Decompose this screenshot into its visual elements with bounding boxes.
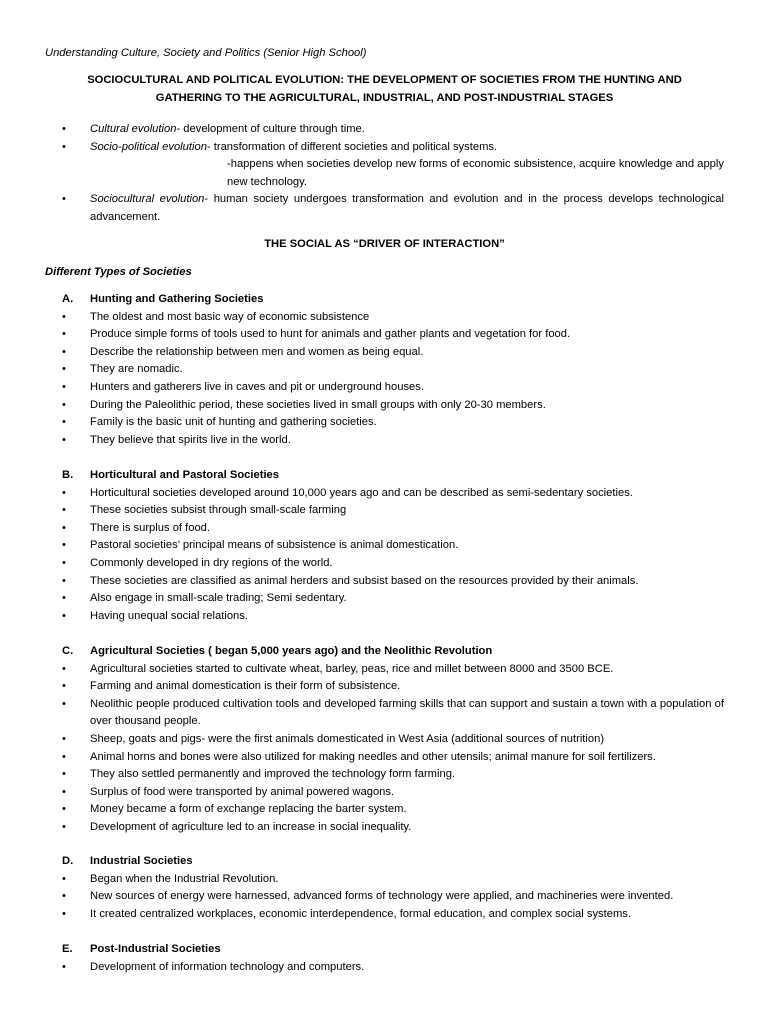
society-section (45, 467, 724, 625)
course-header: Understanding Culture, Society and Politics (Senior High School) (45, 47, 367, 59)
section-title (45, 941, 724, 959)
bullet-icon: • (62, 960, 66, 973)
document-title (45, 72, 724, 107)
bullet-icon: • (62, 662, 66, 675)
intro-definitions (45, 121, 724, 227)
bullet-icon: • (62, 732, 66, 745)
list-item (45, 379, 724, 397)
social-heading: THE SOCIAL AS “DRIVER OF INTERACTION” (264, 238, 505, 250)
section-title (45, 467, 724, 485)
list-item (45, 819, 724, 837)
list-item-text: Commonly developed in dry regions of the world. (90, 556, 333, 569)
bullet-icon: • (62, 504, 66, 517)
bullet-icon: • (62, 123, 66, 135)
types-heading: Different Types of Societies (45, 266, 192, 278)
bullet-icon: • (62, 416, 66, 429)
bullet-icon: • (62, 345, 66, 358)
list-item (45, 871, 724, 889)
section-title-text: Post-Industrial Societies (90, 943, 221, 955)
list-item (45, 590, 724, 608)
society-section (45, 291, 724, 449)
list-item-text: Surplus of food were transported by animal powered wagons. (90, 785, 395, 798)
section-title-text: Agricultural Societies ( began 5,000 years ago) and the Neolithic Revolution (90, 645, 493, 657)
list-item-text: Neolithic people produced cultivation tools and developed farming skills that can support and sustain a town with a population of over thousand people. (90, 697, 724, 728)
bullet-icon: • (62, 398, 66, 411)
list-item (45, 678, 724, 696)
list-item-text: The oldest and most basic way of economic subsistence (90, 310, 370, 323)
bullet-icon: • (62, 574, 66, 587)
bullet-icon: • (62, 328, 66, 341)
section-letter: A. (62, 293, 74, 305)
definition-item (45, 139, 724, 157)
list-item-text: During the Paleolithic period, these societies lived in small groups with only 20-30 members. (90, 398, 546, 411)
society-section (45, 643, 724, 837)
list-item-text: Having unequal social relations. (90, 609, 248, 622)
bullet-icon: • (62, 433, 66, 446)
bullet-icon: • (62, 556, 66, 569)
list-item (45, 696, 724, 731)
society-section (45, 941, 724, 976)
list-item (45, 397, 724, 415)
section-title (45, 291, 724, 309)
definition-continuation: -happens when societies develop new forms of economic subsistence, acquire knowledge and apply new technology. (227, 158, 724, 188)
list-item-text: Money became a form of exchange replacing the barter system. (90, 803, 407, 816)
bullet-icon: • (62, 140, 66, 153)
list-item-text: Development of information technology and computers. (90, 960, 365, 973)
bullet-icon: • (62, 697, 66, 710)
bullet-list (45, 309, 724, 450)
list-item-text: They are nomadic. (90, 363, 183, 376)
section-title-text: Hunting and Gathering Societies (90, 293, 264, 305)
bullet-icon: • (62, 486, 66, 499)
list-item (45, 361, 724, 379)
bullet-icon: • (62, 609, 66, 622)
bullet-icon: • (62, 890, 66, 903)
list-item (45, 414, 724, 432)
bullet-list (45, 485, 724, 626)
definition-text: - transformation of different societies and political systems. (206, 140, 498, 153)
bullet-icon: • (62, 907, 66, 920)
bullet-icon: • (62, 785, 66, 798)
list-item (45, 749, 724, 767)
title-line-1: SOCIOCULTURAL AND POLITICAL EVOLUTION: THE DEVELOPMENT OF SOCIETIES FROM THE HUNTING AND (87, 74, 682, 86)
list-item-text: These societies are classified as animal herders and subsist based on the resources provided by their animals. (90, 574, 639, 587)
list-item (45, 573, 724, 591)
bullet-icon: • (62, 803, 66, 816)
list-item-text: Describe the relationship between men and women as being equal. (90, 345, 424, 358)
definition-term: Sociocultural evolution (90, 193, 205, 206)
list-item-text: Produce simple forms of tools used to hunt for animals and gather plants and vegetation for food. (90, 328, 571, 341)
definition-text: - human society undergoes transformation and evolution and in the process develops technological advancement. (90, 193, 724, 223)
list-item (45, 502, 724, 520)
list-item (45, 661, 724, 679)
section-letter: D. (62, 855, 74, 867)
bullet-icon: • (62, 363, 66, 376)
list-item (45, 326, 724, 344)
list-item-text: Animal horns and bones were also utilized for making needles and other utensils; animal manure for soil fertilizers. (90, 750, 656, 763)
list-item-text: Pastoral societies’ principal means of subsistence is animal domestication. (90, 539, 459, 552)
list-item (45, 906, 724, 924)
list-item-text: They believe that spirits live in the world. (90, 433, 291, 446)
definition-text: - development of culture through time. (176, 123, 365, 135)
list-item (45, 731, 724, 749)
definition-item (45, 121, 724, 139)
bullet-icon: • (62, 592, 66, 605)
list-item-text: They also settled permanently and improved the technology form farming. (90, 768, 456, 781)
definition-term: Cultural evolution (90, 123, 177, 135)
bullet-icon: • (62, 521, 66, 534)
list-item-text: Began when the Industrial Revolution. (90, 872, 279, 885)
list-item-text: There is surplus of food. (90, 521, 211, 534)
list-item (45, 888, 724, 906)
list-item (45, 537, 724, 555)
list-item (45, 432, 724, 450)
bullet-list (45, 959, 724, 977)
bullet-icon: • (62, 750, 66, 763)
list-item-text: Farming and animal domestication is their form of subsistence. (90, 680, 401, 693)
list-item (45, 485, 724, 503)
list-item (45, 520, 724, 538)
bullet-icon: • (62, 539, 66, 552)
bullet-icon: • (62, 380, 66, 393)
list-item (45, 555, 724, 573)
definition-item (45, 191, 724, 226)
section-title-text: Industrial Societies (90, 855, 193, 867)
list-item-text: These societies subsist through small-scale farming (90, 504, 347, 517)
list-item (45, 309, 724, 327)
list-item (45, 801, 724, 819)
bullet-icon: • (62, 768, 66, 781)
section-letter: B. (62, 469, 74, 481)
list-item-text: Family is the basic unit of hunting and gathering societies. (90, 416, 377, 429)
list-item (45, 959, 724, 977)
list-item-text: Horticultural societies developed around 10,000 years ago and can be described as semi-sedentary societies. (90, 486, 633, 499)
section-letter: C. (62, 645, 74, 657)
section-title-text: Horticultural and Pastoral Societies (90, 469, 279, 481)
bullet-icon: • (62, 193, 66, 206)
list-item-text: New sources of energy were harnessed, advanced forms of technology were applied, and machineries were invented. (90, 890, 674, 903)
section-letter: E. (62, 943, 73, 955)
list-item (45, 608, 724, 626)
bullet-icon: • (62, 872, 66, 885)
bullet-icon: • (62, 680, 66, 693)
definition-term: Socio-political evolution (90, 140, 207, 153)
bullet-list (45, 871, 724, 924)
list-item-text: Agricultural societies started to cultivate wheat, barley, peas, rice and millet between 8000 and 3500 BCE. (90, 662, 614, 675)
list-item (45, 784, 724, 802)
list-item (45, 344, 724, 362)
list-item (45, 766, 724, 784)
title-line-2: GATHERING TO THE AGRICULTURAL, INDUSTRIAL, AND POST-INDUSTRIAL STAGES (155, 91, 614, 104)
bullet-list (45, 661, 724, 837)
list-item-text: Sheep, goats and pigs- were the first animals domesticated in West Asia (additional sources of nutrition) (90, 732, 605, 745)
society-section (45, 853, 724, 923)
list-item-text: It created centralized workplaces, economic interdependence, formal education, and complex social systems. (90, 907, 632, 920)
list-item-text: Also engage in small-scale trading; Semi sedentary. (90, 592, 347, 605)
section-title (45, 853, 724, 871)
section-title (45, 643, 724, 661)
list-item-text: Development of agriculture led to an increase in social inequality. (90, 820, 412, 833)
list-item-text: Hunters and gatherers live in caves and pit or underground houses. (90, 380, 424, 393)
bullet-icon: • (62, 820, 66, 833)
bullet-icon: • (62, 310, 66, 323)
